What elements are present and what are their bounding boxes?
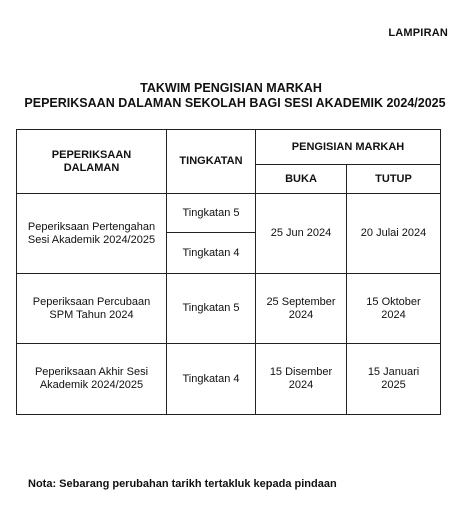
exam-name-cell: Peperiksaan Pertengahan Sesi Akademik 2024/2025	[17, 194, 167, 274]
exam-name-cell: Peperiksaan Percubaan SPM Tahun 2024	[17, 274, 167, 344]
table-row	[17, 344, 441, 415]
tingkatan-cell: Tingkatan 5	[167, 274, 256, 344]
header-tingkatan: TINGKATAN	[167, 130, 256, 194]
tutup-date-cell: 20 Julai 2024	[347, 194, 441, 274]
buka-date-cell: 25 Jun 2024	[256, 194, 347, 274]
header-pengisian-markah: PENGISIAN MARKAH	[256, 130, 441, 165]
tutup-date-cell: 15 Oktober 2024	[347, 274, 441, 344]
document-subtitle: PEPERIKSAAN DALAMAN SEKOLAH BAGI SESI AKADEMIK 2024/2025	[24, 96, 446, 110]
tingkatan-cell: Tingkatan 4	[167, 344, 256, 415]
exam-name-cell: Peperiksaan Akhir Sesi Akademik 2024/2025	[17, 344, 167, 415]
tutup-date-cell: 15 Januari 2025	[347, 344, 441, 415]
tingkatan-cell: Tingkatan 4	[167, 233, 256, 274]
table-row	[17, 194, 441, 233]
header-tutup: TUTUP	[347, 165, 441, 194]
document-title: TAKWIM PENGISIAN MARKAH	[140, 81, 322, 95]
buka-date-cell: 15 Disember 2024	[256, 344, 347, 415]
lampiran-label: LAMPIRAN	[388, 27, 448, 39]
header-buka: BUKA	[256, 165, 347, 194]
table-row	[17, 274, 441, 344]
buka-date-cell: 25 September 2024	[256, 274, 347, 344]
marks-schedule-table	[16, 129, 441, 415]
header-peperiksaan: PEPERIKSAAN DALAMAN	[17, 130, 167, 194]
footnote: Nota: Sebarang perubahan tarikh tertakluk kepada pindaan	[28, 478, 337, 490]
tingkatan-cell: Tingkatan 5	[167, 194, 256, 233]
